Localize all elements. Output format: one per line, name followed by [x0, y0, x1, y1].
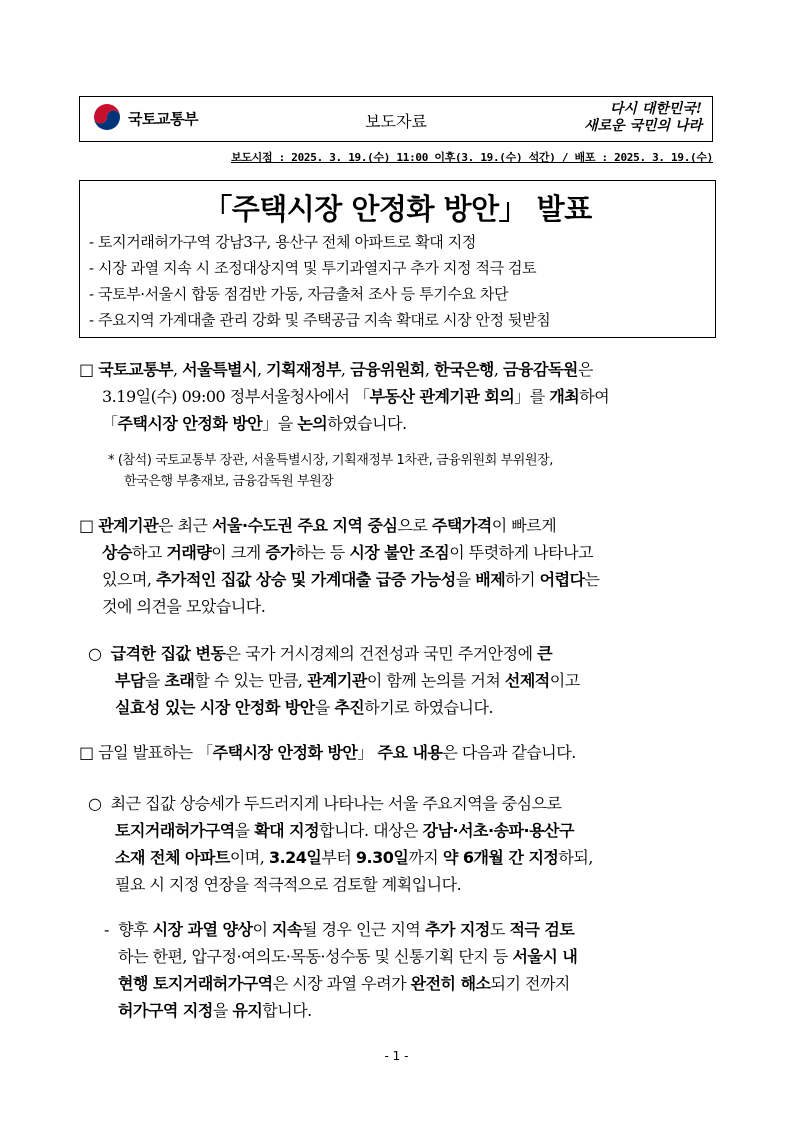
dash-bullet: -: [104, 920, 109, 939]
plain-text: 하여: [579, 387, 610, 406]
plain-text: 하고: [131, 543, 167, 562]
note-line: * (참석) 국토교통부 장관, 서울특별시장, 기획재정부 1차관, 금융위원회 부위원장,: [108, 453, 554, 468]
plain-text: 이 함께 논의를 거쳐: [366, 671, 505, 690]
text-line: [98, 360, 593, 379]
plain-text: 합니다. 대상은: [319, 821, 423, 840]
text-line: [88, 844, 718, 871]
plain-text: 은 최근: [158, 516, 213, 535]
plain-text: 이며,: [229, 848, 269, 867]
paragraph-meeting: [79, 356, 719, 437]
plain-text: ,: [340, 360, 351, 379]
plain-text: 은 다음과 같습니다.: [442, 743, 576, 762]
bold-text: 개최: [549, 387, 580, 406]
ministry-name: 국토교통부: [128, 110, 198, 128]
bold-text: 한국은행: [434, 360, 494, 379]
bold-text: 지속: [272, 920, 302, 939]
plain-text: 이 뚜렷하게 나타나고: [449, 543, 593, 562]
slogan-line: 새로운 국민의 나라: [584, 118, 702, 134]
plain-text: 하되,: [558, 848, 593, 867]
text-line: [118, 920, 574, 939]
plain-text: 최근 집값 상승세가 두드러지게 나타나는 서울 주요지역을 중심으로: [110, 794, 562, 813]
text-line: [104, 997, 719, 1024]
plain-text: 이 빠르게: [491, 516, 557, 535]
bold-text: 시장 과열 양상: [152, 920, 253, 939]
bold-text: 거래량: [166, 543, 212, 562]
text-line: [111, 644, 553, 663]
attendee-note: [108, 450, 553, 492]
bold-text: 상승: [102, 543, 132, 562]
plain-text: 는: [584, 570, 600, 589]
plain-text: 을: [144, 671, 165, 690]
summary-bullet: - 주요지역 가계대출 관리 강화 및 주택공급 지속 확대로 시장 안정 뒷받침: [89, 311, 551, 329]
bold-text: 확대 지정: [254, 821, 320, 840]
plain-text: 하는 등: [295, 543, 350, 562]
slogan: [584, 101, 702, 135]
text-line: [79, 593, 719, 620]
text-line: [111, 794, 562, 813]
bold-text: 9.30일: [355, 848, 409, 867]
bold-text: 추가 지정: [424, 920, 490, 939]
bold-text: 증가: [265, 543, 296, 562]
text-line: [79, 410, 719, 437]
plain-text: 하기: [505, 570, 540, 589]
bold-text: 약 6개월 간 지정: [442, 848, 559, 867]
bold-text: 주택시장 안정화 방안: [212, 743, 358, 762]
paragraph-measures: [88, 640, 718, 721]
plain-text: 까지: [408, 848, 443, 867]
plain-text: 필요 시 지정 연장을 적극적으로 검토할 계획입니다.: [115, 875, 462, 894]
plain-text: ,: [424, 360, 435, 379]
plain-text: 이: [252, 920, 273, 939]
bold-text: 금융감독원: [503, 360, 578, 379]
plain-text: 이고: [549, 671, 580, 690]
page-number: - 1 -: [384, 1049, 409, 1063]
bold-text: 부동산 관계기관 회의: [369, 387, 515, 406]
plain-text: ,: [256, 360, 267, 379]
bold-text: 추진: [334, 698, 365, 717]
plain-text: 있으며,: [102, 570, 157, 589]
plain-text: 합니다.: [262, 1001, 312, 1020]
plain-text: 을: [314, 698, 335, 717]
text-line: [88, 817, 718, 844]
plain-text: 은 국가 거시경제의 건전성과 국민 주거안정에: [225, 644, 538, 663]
plain-text: 도: [489, 920, 510, 939]
bold-text: 주요 내용: [377, 743, 443, 762]
bold-text: 국토교통부: [98, 360, 173, 379]
text-line: [104, 970, 719, 997]
circle-bullet: ○: [88, 644, 102, 663]
bold-text: 현행 토지거래허가구역: [118, 974, 273, 993]
bold-text: 주택시장 안정화 방안: [117, 414, 263, 433]
plain-text: 할 수 있는 만큼,: [194, 671, 308, 690]
bold-text: 실효성 있는 시장 안정화 방안: [115, 698, 315, 717]
plain-text: 부터: [321, 848, 356, 867]
bold-text: 유지: [232, 1001, 263, 1020]
text-line: [79, 539, 719, 566]
paragraph-permit-zone: [88, 790, 718, 898]
bold-text: 서울·수도권 주요 지역 중심: [212, 516, 398, 535]
slogan-line: 다시 대한민국!: [609, 101, 702, 117]
plain-text: 」을: [262, 414, 298, 433]
bold-text: 적극 검토: [509, 920, 575, 939]
plain-text: 을: [234, 821, 255, 840]
bold-text: 완전히 해소: [410, 974, 491, 993]
text-line: [98, 743, 576, 762]
bold-text: 배제: [475, 570, 506, 589]
document-type: 보도자료: [365, 112, 427, 131]
text-line: [79, 566, 719, 593]
bold-text: 허가구역 지정: [118, 1001, 213, 1020]
paragraph-assessment: [79, 512, 719, 620]
plain-text: 금일 발표하는 「: [98, 743, 213, 762]
plain-text: 하기로 하였습니다.: [364, 698, 494, 717]
text-line: [88, 667, 718, 694]
plain-text: 하는 한편, 압구정·여의도·목동·성수동 및 신통기획 단지 등: [118, 947, 513, 966]
text-line: [98, 516, 556, 535]
paragraph-future-designation: [104, 916, 719, 1024]
bold-text: 주택가격: [431, 516, 492, 535]
plain-text: 것에 의견을 모았습니다.: [102, 597, 266, 616]
plain-text: 3.19일(수) 09:00 정부서울청사에서 「: [102, 387, 370, 406]
bold-text: 기획재정부: [266, 360, 341, 379]
text-line: [104, 943, 719, 970]
bold-text: 추가적인 집값 상승 및 가계대출 급증 가능성: [156, 570, 456, 589]
bold-text: 강남·서초·송파·용산구: [422, 821, 574, 840]
bold-text: 큰: [537, 644, 553, 663]
square-bullet: □: [79, 743, 94, 762]
bold-text: 초래: [164, 671, 195, 690]
bold-text: 시장 불안 조짐: [349, 543, 450, 562]
bold-text: 어렵다: [539, 570, 585, 589]
plain-text: 되기 전까지: [490, 974, 570, 993]
plain-text: 하였습니다.: [327, 414, 407, 433]
bold-text: 급격한 집값 변동: [110, 644, 226, 663]
embargo-line: 보도시점 : 2025. 3. 19.(수) 11:00 이후(3. 19.(수) 석간) / 배포 : 2025. 3. 19.(수): [231, 151, 713, 164]
circle-bullet: ○: [88, 794, 102, 813]
title-box: [79, 180, 716, 338]
bold-text: 논의: [297, 414, 328, 433]
plain-text: ,: [493, 360, 504, 379]
plain-text: 향후: [118, 920, 153, 939]
bold-text: 선제적: [504, 671, 550, 690]
plain-text: 「: [102, 414, 118, 433]
bold-text: 관계기관: [307, 671, 367, 690]
bold-text: 서울특별시: [182, 360, 257, 379]
text-line: [88, 871, 718, 898]
page-title: 「주택시장 안정화 방안」 발표: [203, 192, 592, 226]
bold-text: 관계기관: [98, 516, 159, 535]
bold-text: 3.24일: [268, 848, 322, 867]
plain-text: 은 시장 과열 우려가: [272, 974, 411, 993]
government-logo-icon: [92, 104, 122, 134]
plain-text: 이 크게: [211, 543, 266, 562]
text-line: [79, 383, 719, 410]
bold-text: 토지거래허가구역: [115, 821, 235, 840]
summary-bullet: - 시장 과열 지속 시 조정대상지역 및 투기과열지구 추가 지정 적극 검토: [89, 259, 537, 277]
summary-bullet: - 토지거래허가구역 강남3구, 용산구 전체 아파트로 확대 지정: [89, 233, 476, 251]
plain-text: ,: [173, 360, 183, 379]
plain-text: 을: [455, 570, 476, 589]
paragraph-intro-contents: [79, 739, 719, 766]
summary-bullets: [89, 229, 550, 333]
plain-text: 」: [357, 743, 378, 762]
bold-text: 금융위원회: [350, 360, 425, 379]
press-header: [79, 96, 713, 142]
square-bullet: □: [79, 516, 94, 535]
plain-text: 은: [577, 360, 593, 379]
note-line: 한국은행 부총재보, 금융감독원 부원장: [124, 474, 334, 489]
text-line: [88, 694, 718, 721]
bold-text: 서울시 내: [512, 947, 578, 966]
summary-bullet: - 국토부·서울시 합동 점검반 가동, 자금출처 조사 등 투기수요 차단: [89, 285, 509, 303]
bold-text: 소재 전체 아파트: [115, 848, 230, 867]
square-bullet: □: [79, 360, 94, 379]
plain-text: 」를: [514, 387, 550, 406]
bold-text: 부담: [115, 671, 145, 690]
plain-text: 으로: [397, 516, 432, 535]
plain-text: 을: [212, 1001, 233, 1020]
plain-text: 될 경우 인근 지역: [301, 920, 425, 939]
